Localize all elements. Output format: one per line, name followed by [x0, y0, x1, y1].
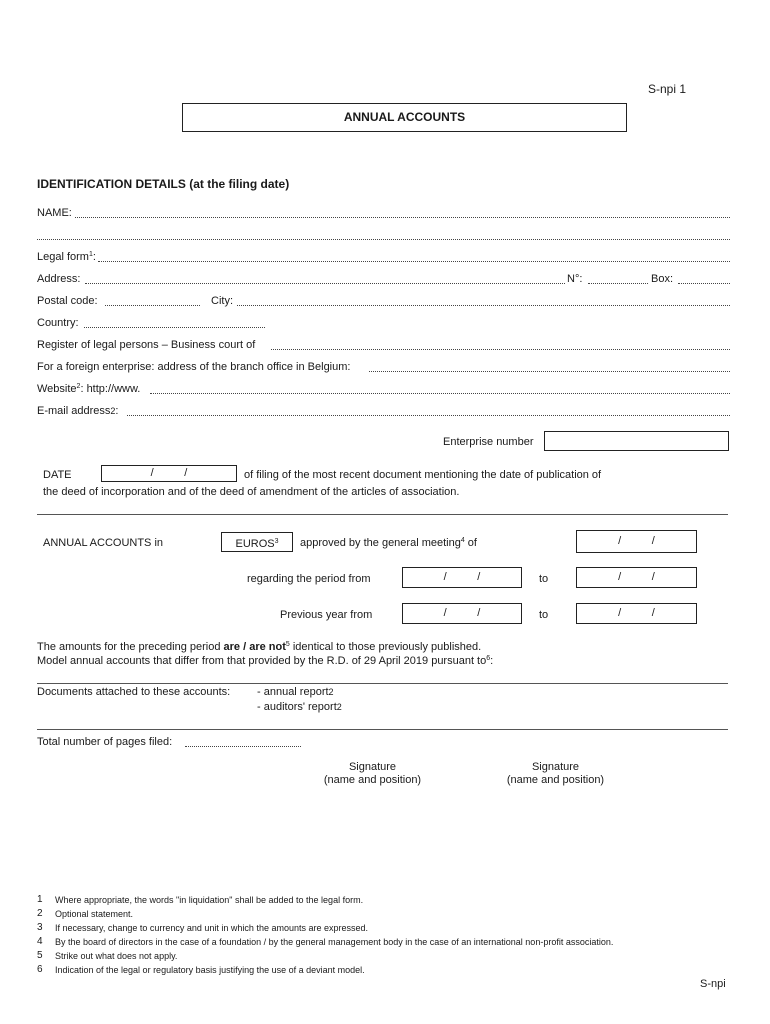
footnote-ref: 1 — [88, 251, 93, 258]
filing-date-field[interactable] — [101, 465, 237, 482]
footnote-ref: 2 — [76, 383, 81, 390]
previous-from-field[interactable] — [402, 603, 522, 624]
signature-2-title: Signature — [531, 761, 580, 773]
date-slashes: / / — [618, 607, 655, 619]
period-to-field[interactable] — [576, 567, 697, 588]
footnote-text: Indication of the legal or regulatory basis justifying the use of a deviant model. — [55, 965, 365, 975]
name-field[interactable] — [75, 217, 730, 218]
website-prefix: : http://www. — [80, 383, 141, 395]
footnote-ref: 5 — [285, 641, 290, 648]
footnote-text: Where appropriate, the words "in liquidation" shall be added to the legal form. — [55, 895, 364, 905]
email-label — [37, 405, 118, 417]
currency-field[interactable] — [221, 532, 293, 552]
register-field[interactable] — [271, 349, 730, 350]
signature-1-sub: (name and position) — [323, 774, 422, 786]
annual-report-text: - annual report — [257, 686, 329, 698]
number-field[interactable] — [588, 283, 648, 284]
documents-item-annual-report — [257, 686, 334, 698]
box-label: Box: — [651, 273, 674, 285]
title-box — [182, 103, 627, 132]
currency-value: EUROS — [235, 538, 275, 550]
enterprise-number-field[interactable] — [544, 431, 729, 451]
period-from-field[interactable] — [402, 567, 522, 588]
divider — [37, 514, 728, 515]
model-statement — [37, 655, 493, 667]
divider — [37, 729, 728, 730]
email-text: E-mail address — [37, 405, 111, 417]
footnote-number: 6 — [37, 964, 43, 975]
date-slashes: / / — [618, 571, 655, 583]
date-slashes: / / — [150, 467, 188, 479]
amounts-statement — [37, 641, 481, 653]
city-label: City: — [211, 295, 233, 307]
country-field[interactable] — [84, 327, 265, 328]
footnote-ref: 2 — [336, 702, 342, 712]
form-code-footer: S-npi — [700, 978, 726, 990]
address-field[interactable] — [85, 283, 565, 284]
footnote-text: Optional statement. — [55, 909, 134, 919]
date-slashes: / / — [443, 607, 481, 619]
footnote-number: 3 — [37, 922, 43, 933]
legal-form-label — [37, 251, 96, 263]
footnote-ref: 3 — [274, 538, 279, 545]
signature-2-sub: (name and position) — [506, 774, 605, 786]
form-code: S-npi 1 — [648, 82, 687, 96]
approved-of: of — [464, 537, 477, 549]
legal-form-field[interactable] — [98, 261, 730, 262]
date-text-line-1: of filing of the most recent document mentioning the date of publication of — [244, 469, 602, 481]
signature-1-title: Signature — [348, 761, 397, 773]
email-field[interactable] — [127, 415, 730, 416]
name-field-line-2[interactable] — [37, 239, 730, 240]
footnote-number: 1 — [37, 894, 43, 905]
footnote-text: If necessary, change to currency and unit in which the amounts are expressed. — [55, 923, 369, 933]
foreign-branch-label: For a foreign enterprise: address of the branch office in Belgium: — [37, 361, 351, 373]
period-to-label: to — [539, 573, 549, 585]
register-label: Register of legal persons – Business court of — [37, 339, 256, 351]
number-label: N°: — [567, 273, 583, 285]
amounts-text: The amounts for the preceding period — [37, 641, 224, 653]
approved-text: approved by the general meeting — [300, 537, 461, 549]
section-heading: IDENTIFICATION DETAILS (at the filing date) — [37, 177, 290, 191]
date-slashes: / / — [618, 535, 655, 547]
footnote-ref: 2 — [328, 687, 334, 697]
website-field[interactable] — [150, 393, 730, 394]
auditors-report-text: - auditors' report — [257, 701, 337, 713]
footnote-text: By the board of directors in the case of a foundation / by the general management body in the case of an international non-profit association. — [55, 937, 614, 947]
footnote-ref: 2 — [110, 406, 116, 416]
previous-year-label: Previous year from — [280, 609, 373, 621]
amounts-text-post: identical to those previously published. — [289, 641, 482, 653]
date-slashes: / / — [443, 571, 481, 583]
legal-form-text: Legal form — [37, 251, 89, 263]
city-field[interactable] — [237, 305, 730, 306]
date-label: DATE — [43, 469, 72, 481]
model-text: Model annual accounts that differ from that provided by the R.D. of 29 April 2019 pursuant to — [37, 655, 487, 667]
colon: : — [490, 655, 494, 667]
documents-item-auditors-report — [257, 701, 342, 713]
previous-to-field[interactable] — [576, 603, 697, 624]
previous-to-label: to — [539, 609, 549, 621]
footnote-ref: 4 — [460, 537, 465, 544]
country-label: Country: — [37, 317, 79, 329]
website-text: Website — [37, 383, 77, 395]
name-label: NAME: — [37, 207, 72, 219]
footnote-number: 2 — [37, 908, 43, 919]
foreign-branch-field[interactable] — [369, 371, 730, 372]
documents-label: Documents attached to these accounts: — [37, 686, 231, 698]
general-meeting-date-field[interactable] — [576, 530, 697, 553]
box-field[interactable] — [678, 283, 730, 284]
enterprise-number-label: Enterprise number — [443, 436, 534, 448]
footnote-number: 4 — [37, 936, 43, 947]
total-pages-label: Total number of pages filed: — [37, 736, 173, 748]
total-pages-field[interactable] — [185, 746, 301, 747]
approved-label — [300, 537, 477, 549]
colon: : — [92, 251, 96, 263]
are-are-not: are / are not — [223, 641, 286, 653]
period-label: regarding the period from — [247, 573, 371, 585]
date-text-line-2: the deed of incorporation and of the deed of amendment of the articles of association. — [43, 486, 460, 498]
divider — [37, 683, 728, 684]
footnote-number: 5 — [37, 950, 43, 961]
footnote-ref: 6 — [486, 655, 491, 662]
postal-code-field[interactable] — [105, 305, 200, 306]
annual-accounts-in-label: ANNUAL ACCOUNTS in — [43, 537, 164, 549]
address-label: Address: — [37, 273, 81, 285]
colon: : — [115, 405, 119, 417]
postal-code-label: Postal code: — [37, 295, 98, 307]
page-title: ANNUAL ACCOUNTS — [343, 110, 466, 124]
footnote-text: Strike out what does not apply. — [55, 951, 178, 961]
website-label — [37, 383, 140, 395]
